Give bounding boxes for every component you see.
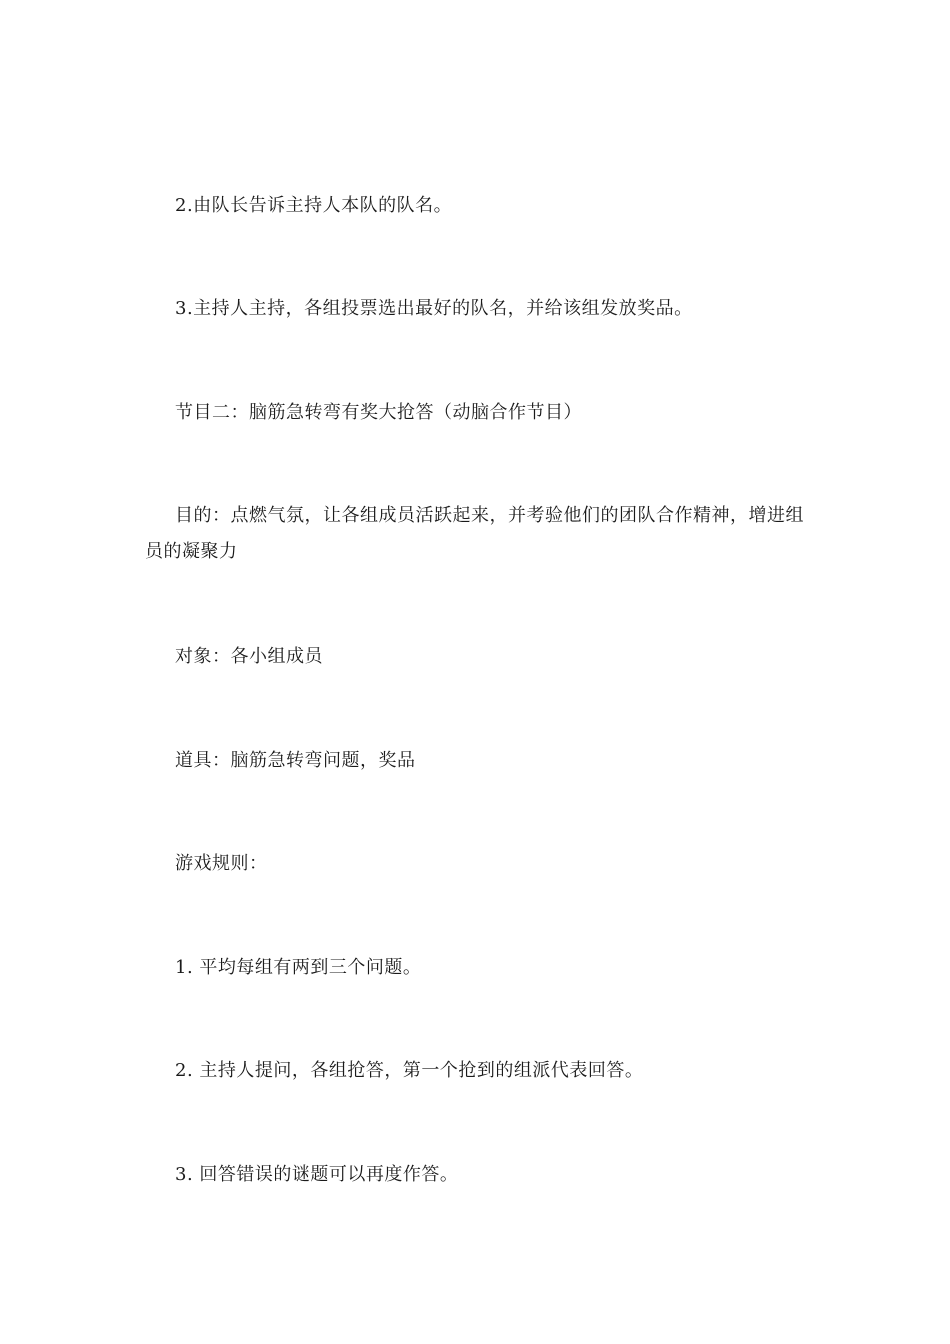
paragraph-team-name-report: 2.由队长告诉主持人本队的队名。: [175, 195, 453, 216]
paragraph-props: 道具：脑筋急转弯问题，奖品: [175, 750, 416, 771]
paragraph-rule-3: 3. 回答错误的谜题可以再度作答。: [175, 1164, 459, 1185]
paragraph-audience: 对象：各小组成员: [175, 646, 323, 667]
paragraph-rules-heading: 游戏规则：: [175, 853, 268, 874]
paragraph-rule-2: 2. 主持人提问，各组抢答，第一个抢到的组派代表回答。: [175, 1060, 644, 1081]
paragraph-purpose: 目的：点燃气氛，让各组成员活跃起来，并考验他们的团队合作精神，增进组员的凝聚力: [145, 505, 804, 562]
paragraph-rule-1: 1. 平均每组有两到三个问题。: [175, 957, 422, 978]
section-heading-program-two: 节目二：脑筋急转弯有奖大抢答（动脑合作节目）: [175, 402, 582, 423]
paragraph-team-name-vote: 3.主持人主持，各组投票选出最好的队名，并给该组发放奖品。: [175, 298, 693, 319]
